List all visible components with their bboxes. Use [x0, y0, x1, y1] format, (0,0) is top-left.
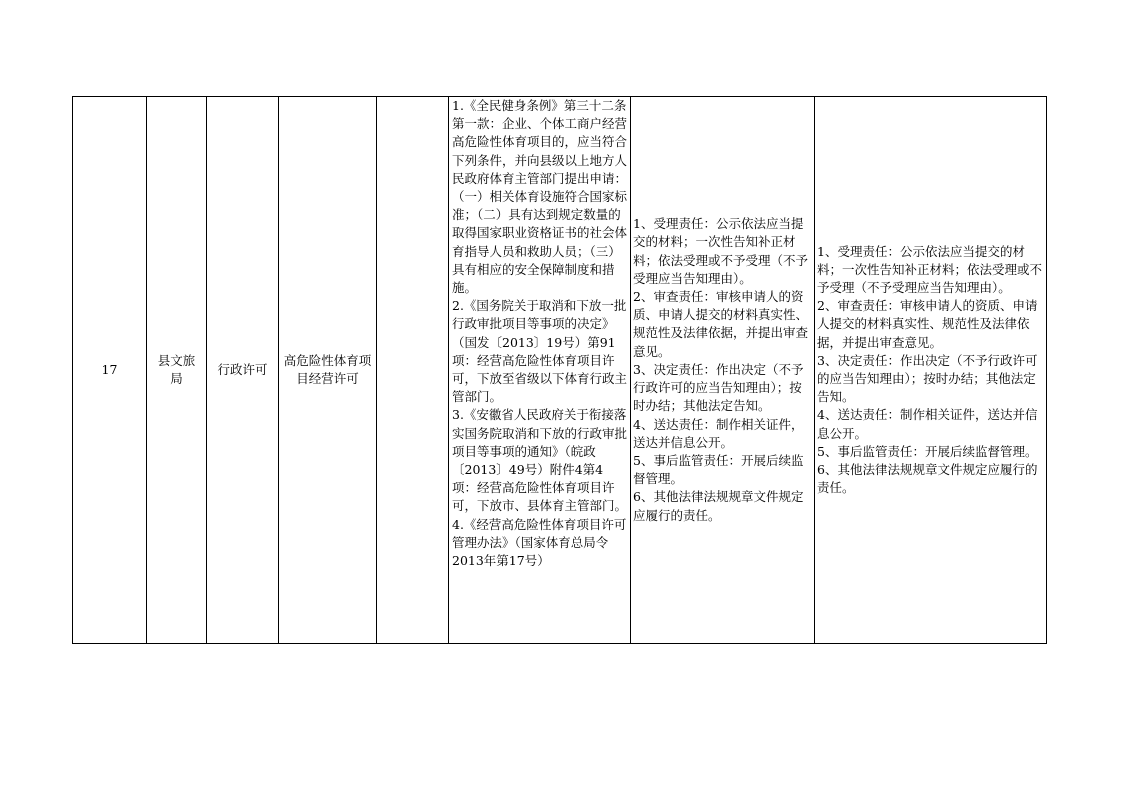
- responsibility-item: 5、事后监管责任：开展后续监督管理。: [817, 443, 1038, 459]
- power-list-table: [72, 96, 1047, 644]
- legal-basis-item: 1.《全民健身条例》第三十二条第一款：企业、个体工商户经营高危险性体育项目的，应当符合下列条件，并向县级以上地方人民政府体育主管部门提出申请：（一）相关体育设施符合国家标准；（二）具有达到规定数量的取得国家职业资格证书的社会体育指导人员和救助人员；（三）具有相应的安全保障制度和措施。: [452, 98, 628, 296]
- legal-basis-item: 4.《经营高危险性体育项目许可管理办法》（国家体育总局令2013年第17号）: [452, 516, 627, 569]
- responsibility-item: 6、其他法律法规规章文件规定应履行的责任。: [817, 462, 1038, 496]
- responsibility-item: 4、送达责任：制作相关证件，送达并信息公开。: [633, 416, 804, 450]
- responsibility-item: 3、决定责任：作出决定（不予行政许可的应当告知理由）；按时办结；其他法定告知。: [633, 361, 804, 414]
- category-cell: 行政许可: [207, 97, 279, 644]
- legal-basis-text: [449, 97, 630, 643]
- department-name: 县文旅局: [157, 352, 196, 386]
- table-row: [73, 97, 1047, 644]
- legal-basis-item: 2.《国务院关于取消和下放一批行政审批项目等事项的决定》（国发〔2013〕19号）第91项：经营高危险性体育项目许可，下放至省级以下体育行政主管部门。: [452, 298, 628, 405]
- item-name-cell: [279, 97, 377, 644]
- responsibility-item: 4、送达责任：制作相关证件，送达并信息公开。: [817, 407, 1038, 441]
- row-index: 17: [73, 97, 147, 644]
- responsibility-cell: [631, 97, 815, 644]
- responsibility-item: 1、受理责任：公示依法应当提交的材料；一次性告知补正材料；依法受理或不予受理（不予受理应当告知理由）。: [633, 216, 809, 286]
- sub-item-cell: [377, 97, 449, 644]
- responsibility-cell-2: [815, 97, 1047, 644]
- responsibility-item: 2、审查责任：审核申请人的资质、申请人提交的材料真实性、规范性及法律依据，并提出审查意见。: [817, 298, 1038, 350]
- responsibility-item: 2、审查责任：审核申请人的资质、申请人提交的材料真实性、规范性及法律依据，并提出审查意见。: [633, 289, 809, 359]
- legal-basis-cell: [449, 97, 631, 644]
- responsibility-item: 6、其他法律法规规章文件规定应履行的责任。: [633, 489, 804, 523]
- item-name: 高危险性体育项目经营许可: [283, 352, 372, 386]
- responsibility-item: 5、事后监管责任：开展后续监督管理。: [633, 452, 804, 487]
- responsibility-item: 1、受理责任：公示依法应当提交的材料；一次性告知补正材料；依法受理或不予受理（不予受理应当告知理由）。: [817, 243, 1043, 295]
- responsibility-item: 3、决定责任：作出决定（不予行政许可的应当告知理由）；按时办结；其他法定告知。: [817, 352, 1038, 405]
- department-cell: [147, 97, 207, 644]
- legal-basis-item: 3.《安徽省人民政府关于衔接落实国务院取消和下放的行政审批项目等事项的通知》（皖政〔2013〕49号）附件4第4项：经营高危险性体育项目许可，下放市、县体育主管部门。: [452, 407, 628, 514]
